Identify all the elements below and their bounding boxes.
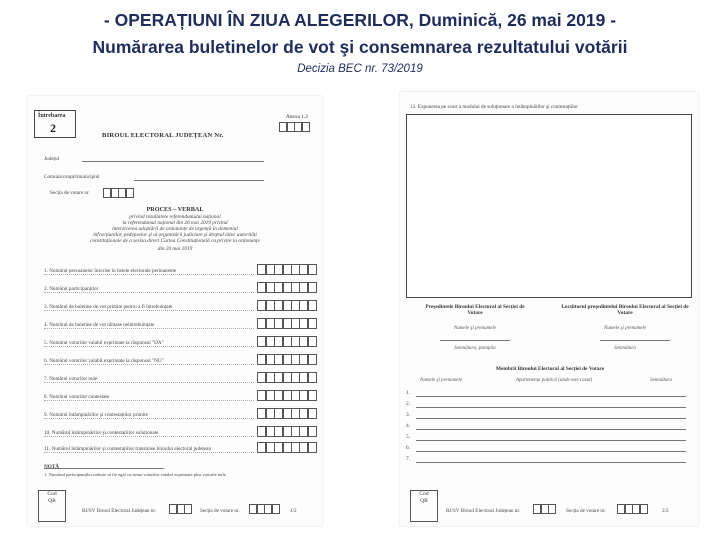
footer-section-2: Secția de votare nr. (566, 508, 606, 514)
qr2-label-1: Cod (419, 491, 429, 497)
deputy-signature-label: Semnătura (614, 346, 636, 351)
members-col-party: Apartenența politică (unde este cazul) (515, 378, 593, 383)
annex-code-boxes (280, 122, 310, 132)
proces-verbal-page-1 (28, 96, 322, 526)
pv-subtitle-2: la referendumul național din 26 mai 2019 privind (122, 220, 228, 226)
row-value-box-group (258, 442, 317, 453)
row-11: 11. Numărul întâmpinărilor şi contestațiilor transmise biroului electoral județean (44, 446, 212, 452)
row-1: 1. Numărul persoanelor înscrise în listele electorale permanente (44, 268, 177, 274)
complaints-text-area (406, 114, 692, 298)
pv-subtitle-1: privind rezultatele referendumului național (129, 214, 221, 220)
row-4: 4. Numărul de buletine de vot rămase neîntrebuințate (44, 322, 155, 328)
qr-label-2: QR (48, 498, 56, 504)
page-number-2: 2/2 (662, 508, 669, 514)
deputy-name-label: Numele şi prenumele (603, 326, 647, 331)
note-label: NOTĂ (44, 464, 59, 470)
row-9: 9. Numărul întâmpinărilor şi contestațiilor primite (44, 412, 149, 418)
footer-section-boxes-2 (618, 504, 648, 514)
slide-title: - OPERAȚIUNI ÎN ZIUA ALEGERILOR, Duminică, 26 mai 2019 - (103, 10, 617, 30)
president-signature-label: Semnătura, ştampila (454, 346, 496, 351)
member-row-line (416, 407, 686, 408)
row-value-box-group (258, 336, 317, 347)
deputy-heading: Locțiitorul preşedintelui Biroului Electoral al Secției de Votare (561, 304, 689, 317)
row-6: 6. Numărul voturilor valabil exprimate la răspunsul "NU" (44, 358, 164, 364)
member-row-line (416, 440, 686, 441)
pv-subtitle-4: infracțiunilor, pedepselor şi al organizării judiciare şi dreptul altor autorități (93, 232, 257, 238)
member-row-number: 4. (406, 423, 411, 429)
row-value-box-group (258, 372, 317, 383)
decision-reference: Decizia BEC nr. 73/2019 (297, 63, 423, 75)
pv-title: PROCES – VERBAL (146, 206, 204, 213)
footer-section-boxes (250, 504, 280, 514)
row-value-box-group (258, 300, 317, 311)
president-name-label: Numele şi prenumele (453, 326, 497, 331)
proces-verbal-page-2 (400, 92, 698, 526)
qr-code-box-2 (410, 490, 438, 522)
row-2: 2. Numărul participanților (44, 286, 99, 292)
office-title: BIROUL ELECTORAL JUDEȚEAN Nr. (102, 132, 224, 139)
complaints-heading: 12. Expunerea pe scurt a modului de soluționare a întâmpinărilor şi contestațiilor (410, 104, 578, 110)
member-row-number: 6. (406, 445, 411, 451)
members-col-name: Numele şi prenumele (419, 378, 463, 383)
footer-office-boxes (170, 504, 192, 514)
footer-office-boxes-2 (534, 504, 556, 514)
row-value-box-group (258, 282, 317, 293)
footer-office: RJ/SV Biroul Electoral Județean nr. (82, 508, 157, 514)
pv-subtitle-5: constituționale de a sesiza direct Curtea Constituțională cu privire la ordonanțe (90, 238, 260, 244)
member-row-number: 7. (406, 456, 411, 462)
member-row-number: 1. (406, 390, 411, 396)
row-value-box-group (258, 264, 317, 275)
qr-code-box (38, 490, 66, 522)
field-section: Secția de votare nr. (50, 190, 90, 196)
row-3: 3. Numărul de buletine de vot primite pentru a fi întrebuințate (44, 304, 173, 310)
member-row-number: 3. (406, 412, 411, 418)
row-8: 8. Numărul voturilor contestate (44, 394, 110, 400)
note-text: 1. Numărul participanților trebuie să fie egal cu suma voturilor valabil exprimate plus voturile nule (44, 472, 226, 477)
question-number: 2 (50, 121, 56, 135)
row-10: 10. Numărul întâmpinărilor şi contestațiilor soluționate (44, 430, 159, 436)
member-row-line (416, 418, 686, 419)
qr2-label-2: QR (420, 498, 428, 504)
pv-subtitle-3: interzicerea adoptării de ordonanțe de urgență în domeniul (112, 226, 238, 232)
member-row-line (416, 451, 686, 452)
member-row-number: 5. (406, 434, 411, 440)
row-value-box-group (258, 390, 317, 401)
page-number-1: 1/2 (290, 508, 297, 514)
members-col-signature: Semnătura (650, 378, 672, 383)
pv-subtitle-6: din 26 mai 2019 (157, 246, 193, 252)
row-value-box-group (258, 354, 317, 365)
slide-subtitle: Numărarea buletinelor de vot şi consemnarea rezultatului votării (92, 37, 628, 57)
field-locality: Comuna/oraşul/municipiul (44, 174, 100, 180)
member-row-line (416, 429, 686, 430)
row-value-box-group (258, 318, 317, 329)
row-7: 7. Numărul voturilor nule (44, 376, 98, 382)
row-5: 5. Numărul voturilor valabil exprimate la răspunsul "DA" (44, 340, 164, 346)
question-box (34, 110, 76, 138)
annex-label: Anexa 1.2 (285, 114, 308, 120)
section-number-boxes (104, 188, 134, 198)
footer-office-2: RJ/SV Biroul Electoral Județean nr. (446, 508, 521, 514)
question-label: Întrebarea (38, 113, 66, 119)
member-row-line (416, 396, 686, 397)
row-value-box-group (258, 426, 317, 437)
field-county: Județul (44, 156, 59, 162)
members-heading: Membrii Biroului Electoral al Secției de Votare (495, 366, 605, 372)
footer-section: Secția de votare nr. (200, 508, 240, 514)
president-heading: Preşedintele Biroului Electoral al Secției de Votare (425, 304, 525, 317)
member-row-number: 2. (406, 401, 411, 407)
qr-label-1: Cod (47, 491, 57, 497)
row-value-box-group (258, 408, 317, 419)
member-row-line (416, 462, 686, 463)
